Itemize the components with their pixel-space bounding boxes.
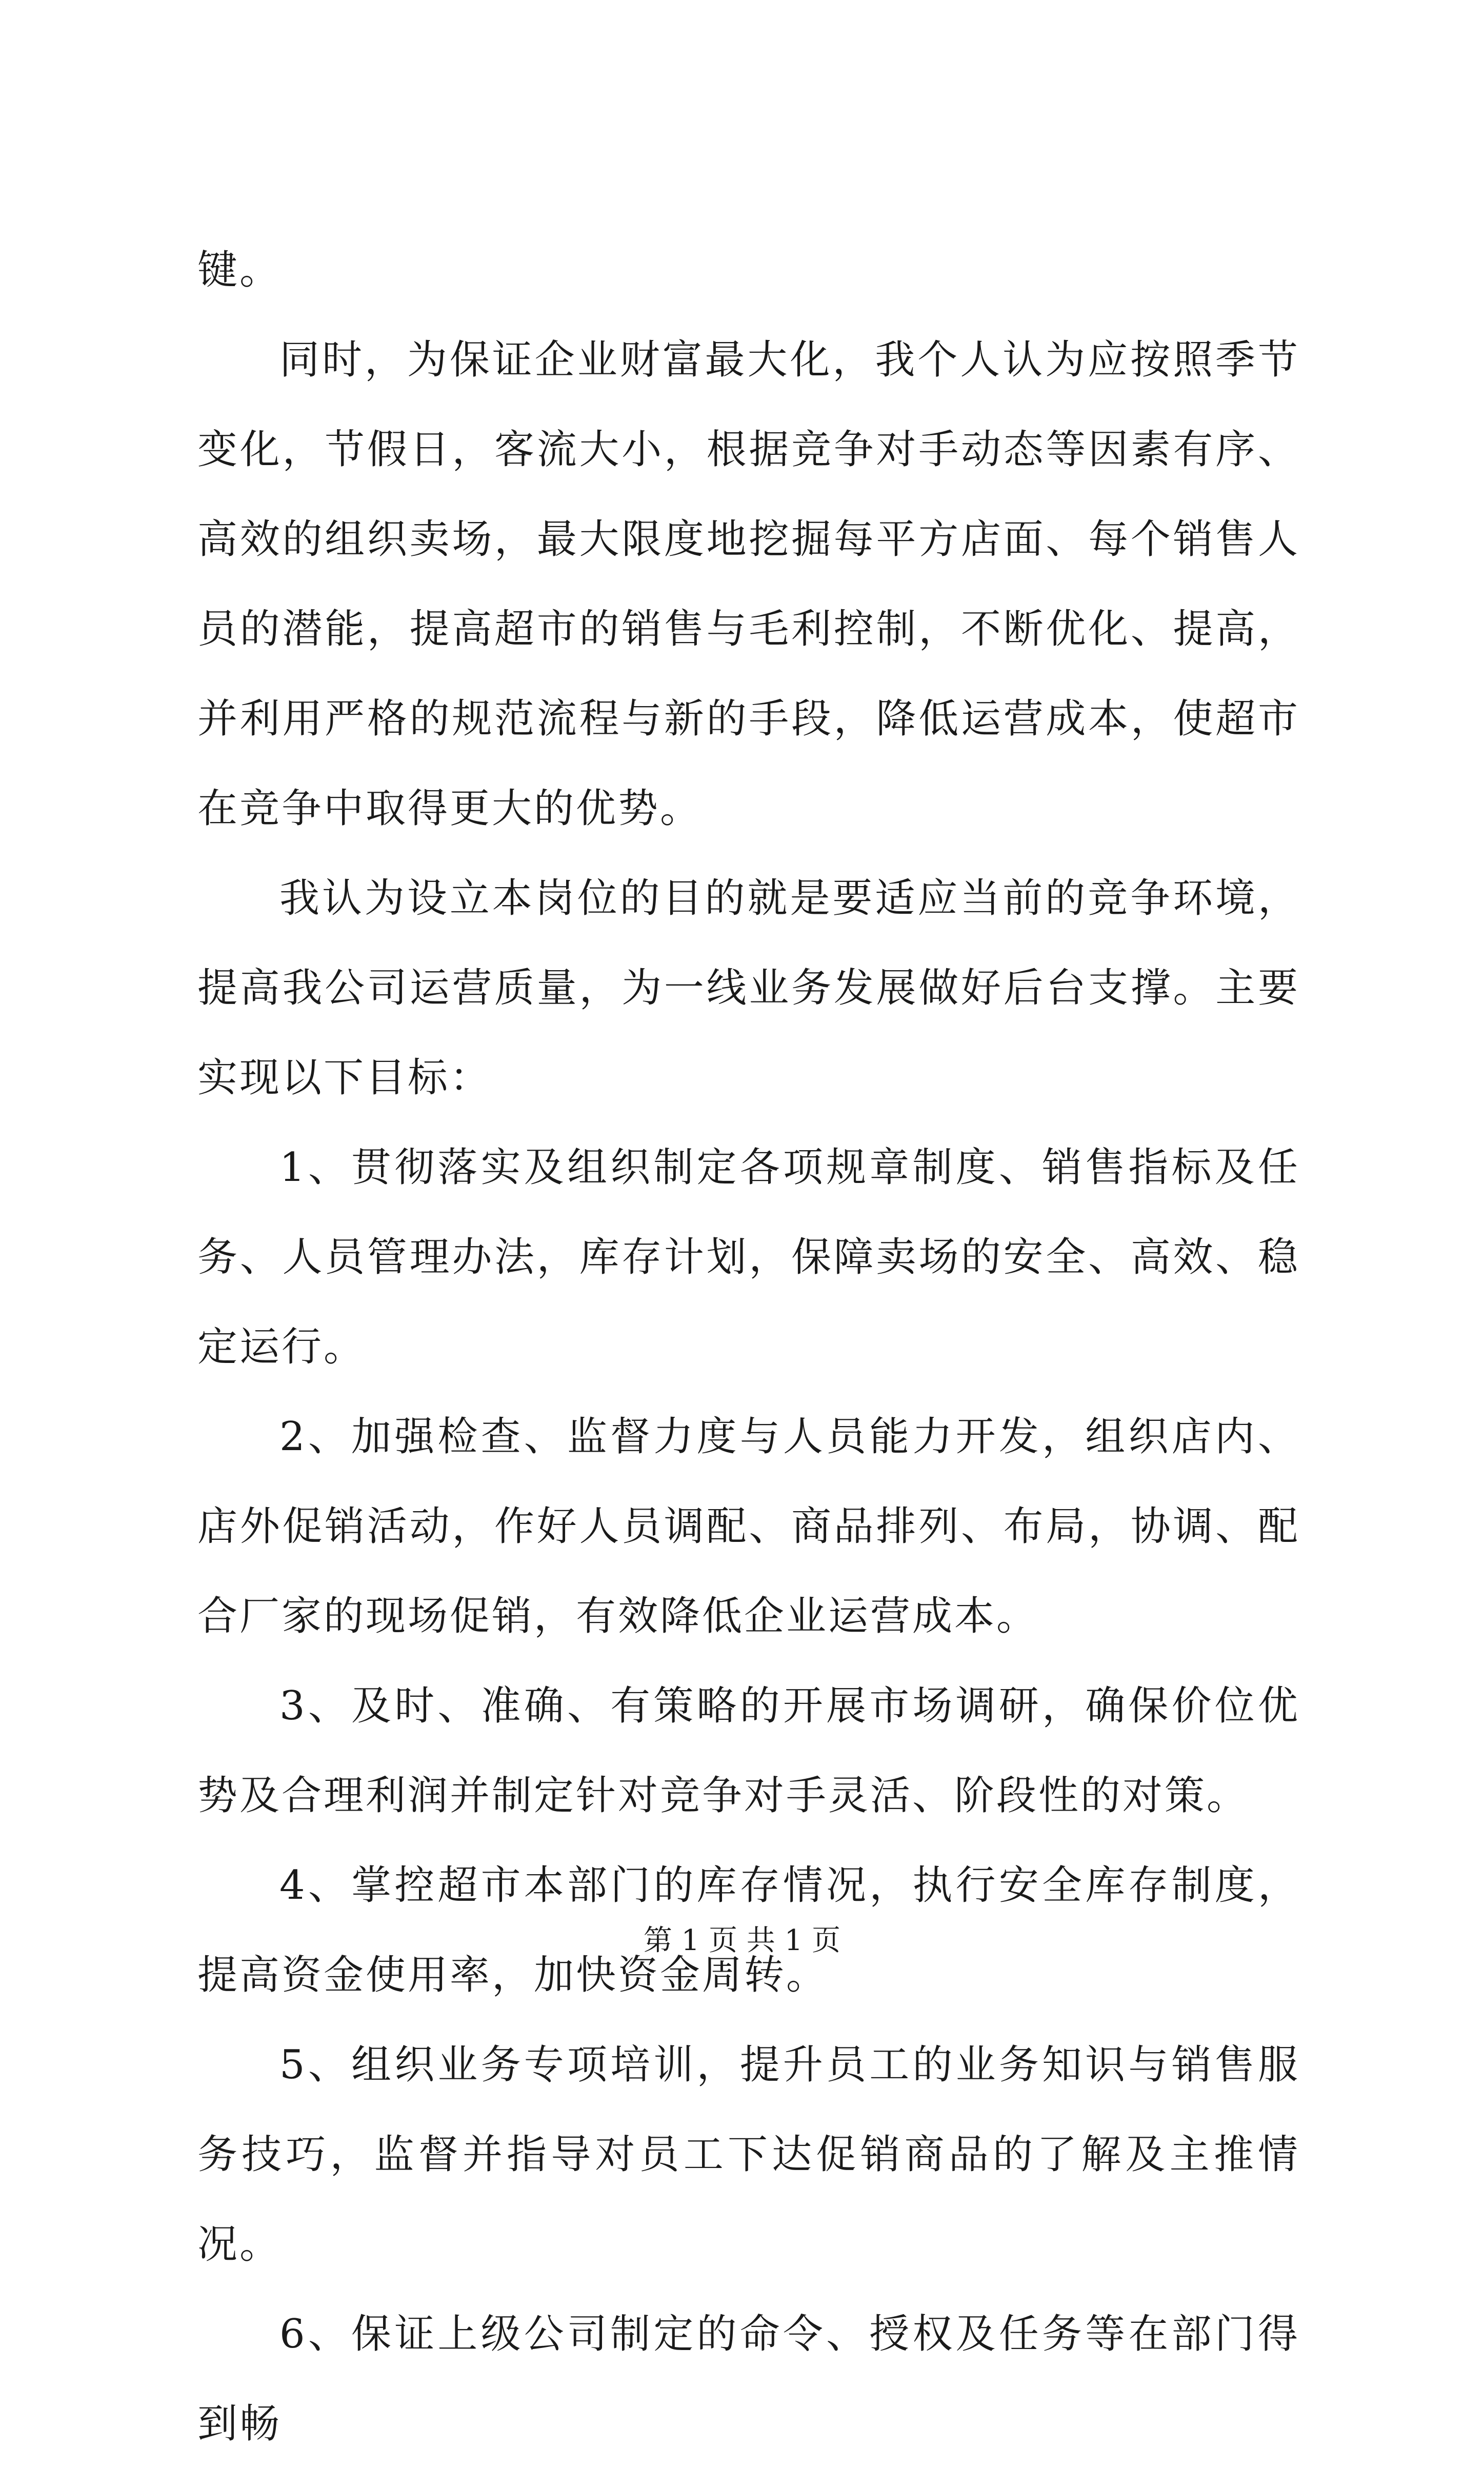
document-body	[197, 226, 1300, 2469]
paragraph-8: 6、保证上级公司制定的命令、授权及任务等在部门得到畅	[197, 2311, 1300, 2447]
paragraph-5: 3、及时、准确、有策略的开展市场调研，确保价位优势及合理利润并制定针对竞争对手灵活、阶段性的对策。	[197, 1683, 1300, 1819]
paragraph-7: 5、组织业务专项培训，提升员工的业务知识与销售服务技巧，监督并指导对员工下达促销商品的了解及主推情况。	[197, 2042, 1300, 2267]
paragraph-4: 2、加强检查、监督力度与人员能力开发，组织店内、店外促销活动，作好人员调配、商品排列、布局，协调、配合厂家的现场促销，有效降低企业运营成本。	[197, 1414, 1300, 1639]
paragraph-3: 1、贯彻落实及组织制定各项规章制度、销售指标及任务、人员管理办法，库存计划，保障卖场的安全、高效、稳定运行。	[197, 1145, 1300, 1370]
paragraph-6: 4、掌控超市本部门的库存情况，执行安全库存制度，提高资金使用率，加快资金周转。	[197, 1862, 1300, 1998]
paragraph-0: 键。	[197, 247, 282, 293]
page-footer	[0, 1920, 1484, 1961]
paragraph-2: 我认为设立本岗位的目的就是要适应当前的竞争环境，提高我公司运营质量，为一线业务发展做好后台支撑。主要实现以下目标：	[197, 875, 1300, 1101]
paragraph-1: 同时，为保证企业财富最大化，我个人认为应按照季节变化，节假日，客流大小，根据竞争对手动态等因素有序、高效的组织卖场，最大限度地挖掘每平方店面、每个销售人员的潜能，提高超市的销售与毛利控制，不断优化、提高，并利用严格的规范流程与新的手段，降低运营成本，使超市在竞争中取得更大的优势。	[197, 337, 1300, 832]
page-number: 第 1 页 共 1 页	[643, 1924, 841, 1957]
